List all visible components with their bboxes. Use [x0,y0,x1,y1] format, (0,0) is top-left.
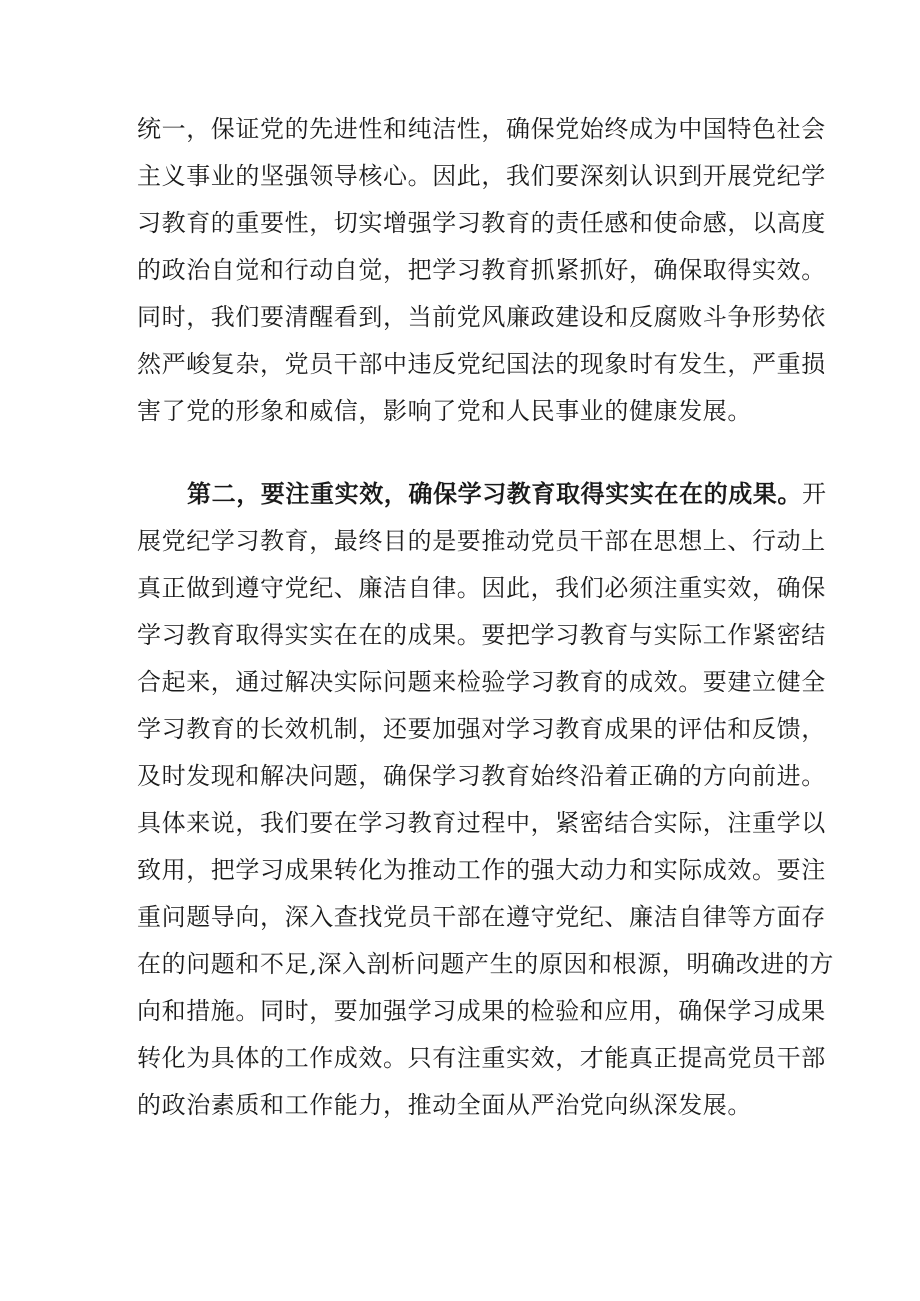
paragraph-text: 开 [802,480,827,508]
paragraph-line: 统一，保证党的先进性和纯洁性，确保党始终成为中国特色社会 [137,115,826,143]
paragraph-line: 学习教育的长效机制，还要加强对学习教育成果的评估和反馈， [137,715,826,743]
paragraph-line: 向和措施。同时，要加强学习成果的检验和应用，确保学习成果 [137,997,826,1025]
paragraph-line: 的政治自觉和行动自觉，把学习教育抓紧抓好，确保取得实效。 [137,256,826,284]
paragraph-line: 在的问题和不足,深入剖析问题产生的原因和根源，明确改进的方 [137,950,835,978]
paragraph-line: 同时，我们要清醒看到，当前党风廉政建设和反腐败斗争形势依 [137,303,826,331]
paragraph-line: 害了党的形象和威信，影响了党和人民事业的健康发展。 [137,397,752,425]
paragraph-line: 学习教育取得实实在在的成果。要把学习教育与实际工作紧密结 [137,621,826,649]
paragraph-line: 的政治素质和工作能力，推动全面从严治党向纵深发展。 [137,1091,752,1119]
paragraph-line: 展党纪学习教育，最终目的是要推动党员干部在思想上、行动上 [137,527,826,555]
paragraph-line: 重问题导向，深入查找党员干部在遵守党纪、廉洁自律等方面存 [137,903,826,931]
paragraph-line: 真正做到遵守党纪、廉洁自律。因此，我们必须注重实效，确保 [137,574,826,602]
paragraph-line: 及时发现和解决问题，确保学习教育始终沿着正确的方向前进。 [137,762,826,790]
paragraph-heading: 第二，要注重实效，确保学习教育取得实实在在的成果。 [187,479,802,508]
paragraph-first-line [187,477,827,511]
paragraph-line: 致用，把学习成果转化为推动工作的强大动力和实际成效。要注 [137,856,826,884]
paragraph-line: 具体来说，我们要在学习教育过程中，紧密结合实际，注重学以 [137,809,826,837]
paragraph-line: 然严峻复杂，党员干部中违反党纪国法的现象时有发生，严重损 [137,350,826,378]
paragraph-line: 主义事业的坚强领导核心。因此，我们要深刻认识到开展党纪学 [137,162,826,190]
paragraph-line: 习教育的重要性，切实增强学习教育的责任感和使命感，以高度 [137,209,826,237]
paragraph-line: 转化为具体的工作成效。只有注重实效，才能真正提高党员干部 [137,1044,826,1072]
paragraph-line: 合起来，通过解决实际问题来检验学习教育的成效。要建立健全 [137,668,826,696]
